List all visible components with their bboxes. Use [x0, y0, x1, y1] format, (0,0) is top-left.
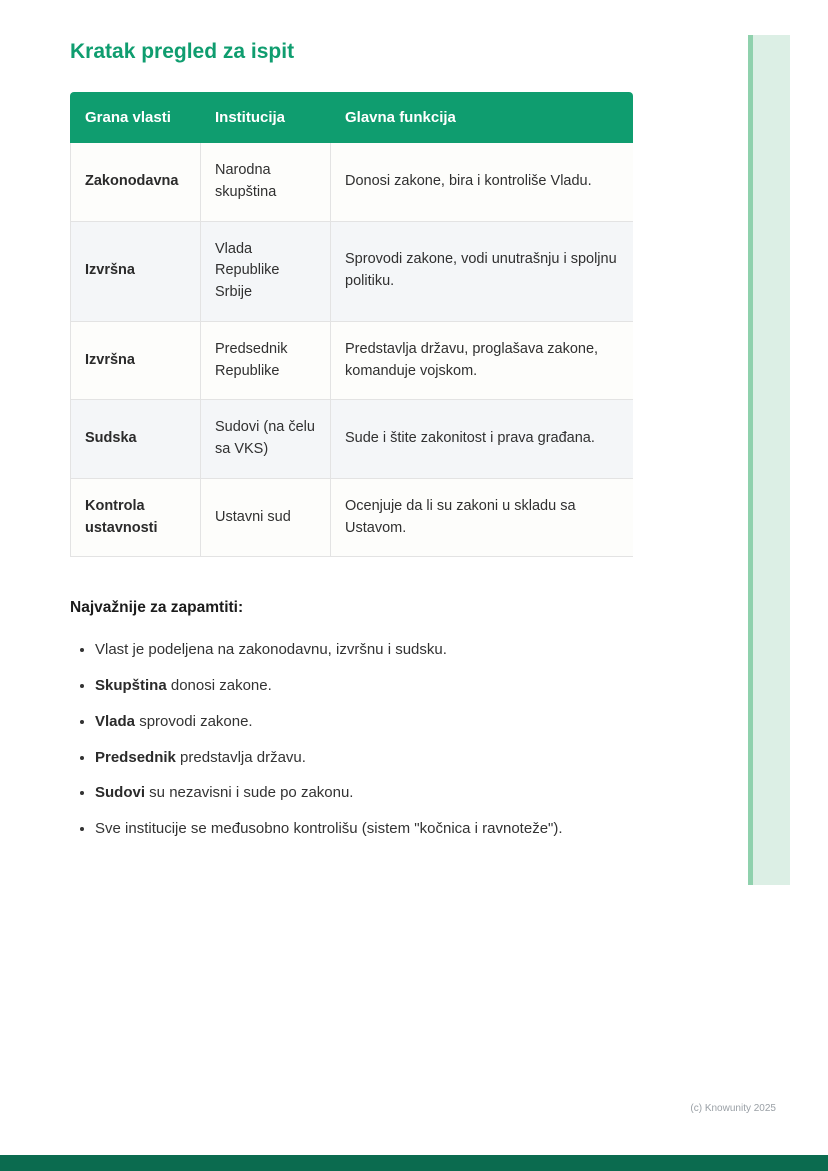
- list-item-bold: Predsednik: [95, 748, 176, 766]
- bottom-bar: [0, 1155, 828, 1171]
- table-header-cell: Institucija: [201, 93, 331, 143]
- notes-list: [70, 639, 635, 840]
- table-row: [71, 143, 634, 222]
- summary-table: [70, 92, 633, 557]
- list-item: [95, 782, 635, 804]
- notes-heading: Najvažnije za zapamtiti:: [70, 599, 244, 617]
- table-cell: Zakonodavna: [71, 143, 201, 222]
- copyright-text: (c) Knowunity 2025: [690, 1103, 776, 1114]
- table-cell: Predsednik Republike: [201, 321, 331, 400]
- table-cell: Kontrola ustavnosti: [71, 478, 201, 557]
- table-cell: Sudska: [71, 400, 201, 479]
- table-header-row: [71, 93, 634, 143]
- list-item: [95, 639, 635, 661]
- table-cell: Sprovodi zakone, vodi unutrašnju i spoljnu politiku.: [331, 221, 634, 321]
- list-item: [95, 675, 635, 697]
- list-item: [95, 711, 635, 733]
- table-row: [71, 478, 634, 557]
- table-cell: Narodna skupština: [201, 143, 331, 222]
- list-item-text: Vlast je podeljena na zakonodavnu, izvršnu i sudsku.: [95, 641, 447, 659]
- table-body: [71, 143, 634, 557]
- list-item-text: predstavlja državu.: [175, 748, 306, 766]
- list-item-text: donosi zakone.: [166, 677, 272, 694]
- table-cell: Vlada Republike Srbije: [201, 221, 331, 321]
- page-title: Kratak pregled za ispit: [70, 40, 295, 63]
- table-row: [71, 400, 634, 479]
- list-item-bold: Vlada: [95, 712, 136, 730]
- summary-table-wrapper: [70, 92, 633, 557]
- list-item-text: Sve institucije se međusobno kontrolišu (sistem "kočnica i ravnoteže").: [95, 820, 563, 837]
- page-margin-strip: [748, 35, 790, 885]
- table-cell: Ustavni sud: [201, 478, 331, 557]
- list-item-bold: Sudovi: [95, 784, 146, 802]
- document-content: [70, 40, 635, 854]
- table-cell: Izvršna: [71, 221, 201, 321]
- table-cell: Predstavlja državu, proglašava zakone, komanduje vojskom.: [331, 321, 634, 400]
- table-cell: Donosi zakone, bira i kontroliše Vladu.: [331, 143, 634, 222]
- list-item-bold: Skupština: [95, 677, 167, 694]
- table-cell: Izvršna: [71, 321, 201, 400]
- table-row: [71, 221, 634, 321]
- table-header-cell: Grana vlasti: [71, 93, 201, 143]
- table-cell: Ocenjuje da li su zakoni u skladu sa Ustavom.: [331, 478, 634, 557]
- list-item: [95, 747, 635, 769]
- table-row: [71, 321, 634, 400]
- list-item-text: su nezavisni i sude po zakonu.: [145, 784, 354, 802]
- list-item: [95, 818, 635, 840]
- list-item-text: sprovodi zakone.: [135, 712, 253, 730]
- table-header-cell: Glavna funkcija: [331, 93, 634, 143]
- table-cell: Sudovi (na čelu sa VKS): [201, 400, 331, 479]
- table-cell: Sude i štite zakonitost i prava građana.: [331, 400, 634, 479]
